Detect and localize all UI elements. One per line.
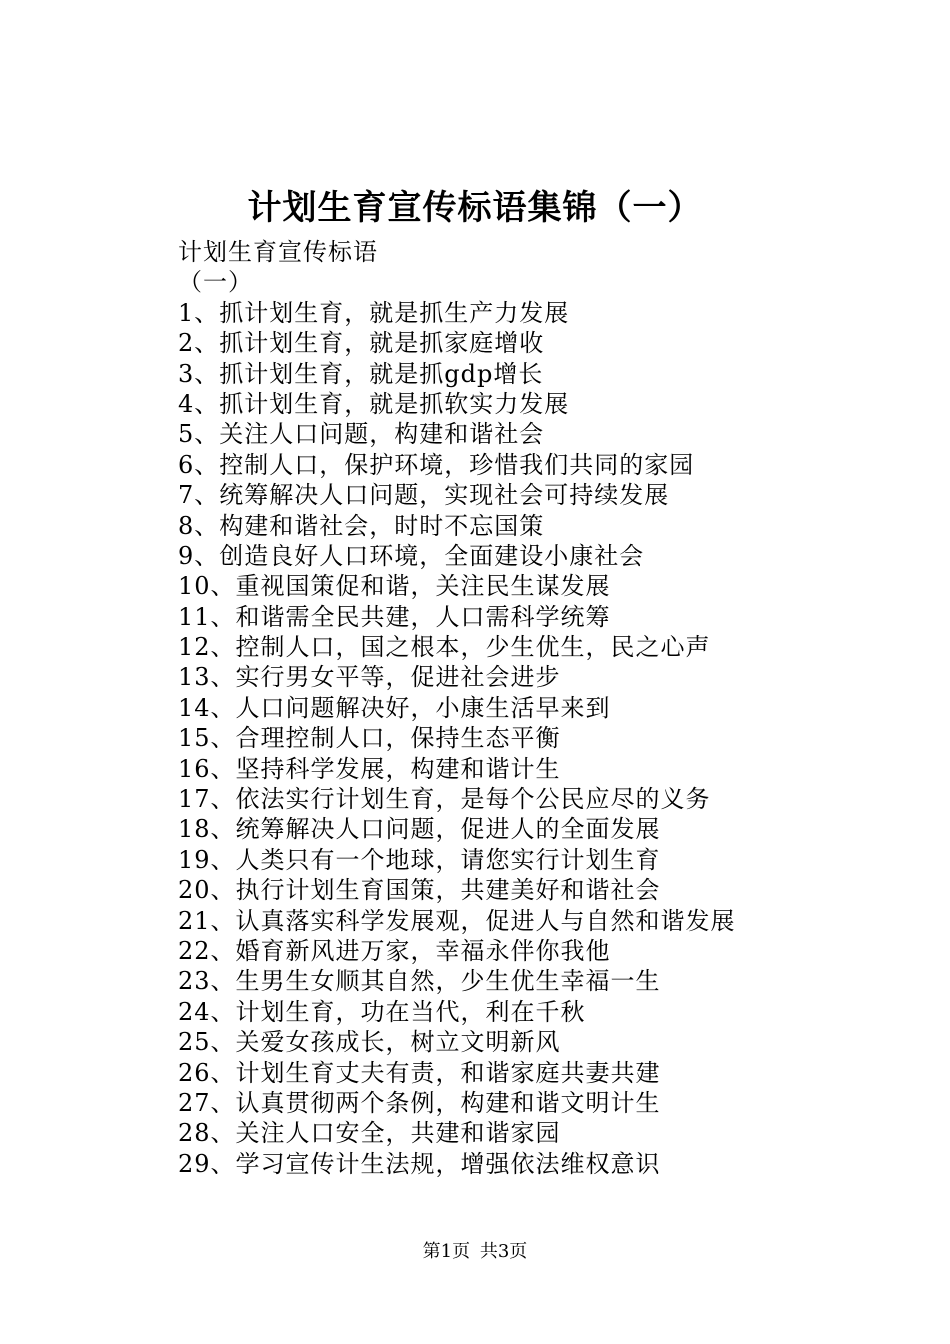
slogan-item: 27、认真贯彻两个条例，构建和谐文明计生 bbox=[178, 1088, 661, 1117]
slogan-item: 23、生男生女顺其自然，少生优生幸福一生 bbox=[178, 967, 661, 996]
slogan-item: 17、依法实行计划生育，是每个公民应尽的义务 bbox=[178, 785, 711, 814]
page-footer bbox=[0, 1240, 950, 1264]
slogan-item: 4、抓计划生育，就是抓软实力发展 bbox=[178, 389, 570, 418]
slogan-item: 5、关注人口问题，构建和谐社会 bbox=[178, 420, 545, 449]
slogan-item: 2、抓计划生育，就是抓家庭增收 bbox=[178, 329, 545, 358]
section-number: （一） bbox=[178, 268, 253, 297]
slogan-item: 1、抓计划生育，就是抓生产力发展 bbox=[178, 298, 570, 327]
slogan-item: 15、合理控制人口，保持生态平衡 bbox=[178, 724, 561, 753]
slogan-item: 3、抓计划生育，就是抓gdp增长 bbox=[178, 359, 544, 388]
slogan-item: 13、实行男女平等，促进社会进步 bbox=[178, 663, 561, 692]
slogan-item: 7、统筹解决人口问题，实现社会可持续发展 bbox=[178, 481, 670, 510]
slogan-item: 20、执行计划生育国策，共建美好和谐社会 bbox=[178, 876, 661, 905]
subtitle: 计划生育宣传标语 bbox=[178, 238, 378, 266]
slogan-item: 10、重视国策促和谐，关注民生谋发展 bbox=[178, 572, 611, 601]
slogan-item: 19、人类只有一个地球，请您实行计划生育 bbox=[178, 845, 661, 874]
page-total: 共3页 bbox=[479, 1241, 528, 1262]
slogan-item: 14、人口问题解决好，小康生活早来到 bbox=[178, 693, 611, 722]
slogan-item: 29、学习宣传计生法规，增强依法维权意识 bbox=[178, 1149, 661, 1178]
slogan-item: 25、关爱女孩成长，树立文明新风 bbox=[178, 1028, 561, 1057]
slogan-item: 28、关注人口安全，共建和谐家园 bbox=[178, 1119, 561, 1148]
slogan-item: 9、创造良好人口环境，全面建设小康社会 bbox=[178, 541, 645, 570]
slogan-item: 24、计划生育，功在当代，利在千秋 bbox=[178, 997, 586, 1026]
page-number: 第1页 bbox=[422, 1241, 471, 1262]
slogan-item: 6、控制人口，保护环境，珍惜我们共同的家园 bbox=[178, 450, 695, 479]
slogan-list bbox=[178, 298, 878, 1179]
document-title: 计划生育宣传标语集锦（一） bbox=[247, 188, 703, 228]
slogan-item: 18、统筹解决人口问题，促进人的全面发展 bbox=[178, 815, 661, 844]
slogan-item: 16、坚持科学发展，构建和谐计生 bbox=[178, 754, 561, 783]
slogan-item: 21、认真落实科学发展观，促进人与自然和谐发展 bbox=[178, 906, 736, 935]
slogan-item: 26、计划生育丈夫有责，和谐家庭共妻共建 bbox=[178, 1058, 661, 1087]
slogan-item: 11、和谐需全民共建，人口需科学统筹 bbox=[178, 602, 611, 631]
document-body bbox=[178, 237, 878, 1179]
slogan-item: 12、控制人口，国之根本，少生优生，民之心声 bbox=[178, 633, 711, 662]
slogan-item: 8、构建和谐社会，时时不忘国策 bbox=[178, 511, 545, 540]
slogan-item: 22、婚育新风进万家，幸福永伴你我他 bbox=[178, 936, 611, 965]
